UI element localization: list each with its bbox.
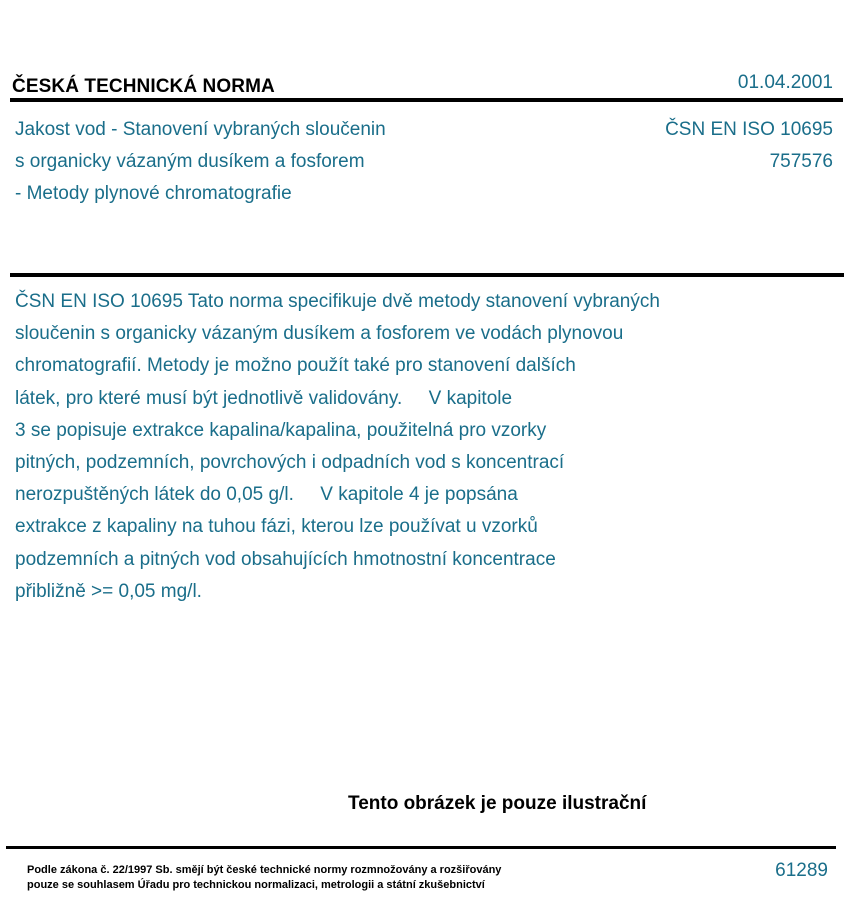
abstract-line: pitných, podzemních, povrchových i odpadních vod s koncentrací [15, 452, 565, 474]
abstract-line: přibližně >= 0,05 mg/l. [15, 580, 202, 602]
document-header-title: ČESKÁ TECHNICKÁ NORMA [12, 76, 275, 97]
abstract-line: extrakce z kapaliny na tuhou fázi, kterou lze používat u vzorků [15, 516, 538, 538]
document-id: 61289 [775, 860, 828, 881]
title-divider [10, 273, 844, 277]
legal-notice [27, 863, 501, 893]
legal-notice-line: Podle zákona č. 22/1997 Sb. smějí být české technické normy rozmnožovány a rozšiřovány [27, 864, 502, 876]
abstract-line: podzemních a pitných vod obsahujících hmotnostní koncentrace [15, 548, 556, 570]
standard-title-line: s organicky vázaným dusíkem a fosforem [15, 151, 365, 172]
footer-divider [6, 846, 836, 849]
standard-title-line: Jakost vod - Stanovení vybraných sloučenin [15, 119, 386, 140]
abstract-text [15, 286, 815, 608]
publication-date: 01.04.2001 [737, 72, 833, 93]
illustration-notice: Tento obrázek je pouze ilustrační [348, 793, 647, 814]
abstract-line: ČSN EN ISO 10695 Tato norma specifikuje dvě metody stanovení vybraných [15, 291, 660, 312]
standard-designation: ČSN EN ISO 10695 [665, 119, 833, 140]
abstract-line: 3 se popisuje extrakce kapalina/kapalina, použitelná pro vzorky [15, 419, 547, 441]
abstract-line: nerozpuštěných látek do 0,05 g/l. V kapitole 4 je popsána [15, 484, 518, 506]
header-divider [10, 98, 843, 102]
legal-notice-line: pouze se souhlasem Úřadu pro technickou normalizaci, metrologii a státní zkušebnictví [27, 879, 485, 891]
standard-class-number: 757576 [769, 151, 833, 172]
standard-identifiers [665, 114, 833, 178]
standard-title [15, 114, 386, 210]
abstract-line: sloučenin s organicky vázaným dusíkem a fosforem ve vodách plynovou [15, 323, 624, 345]
abstract-line: chromatografií. Metody je možno použít také pro stanovení dalších [15, 355, 576, 377]
standard-title-line: - Metody plynové chromatografie [15, 183, 292, 204]
abstract-line: látek, pro které musí být jednotlivě validovány. V kapitole [15, 387, 513, 409]
